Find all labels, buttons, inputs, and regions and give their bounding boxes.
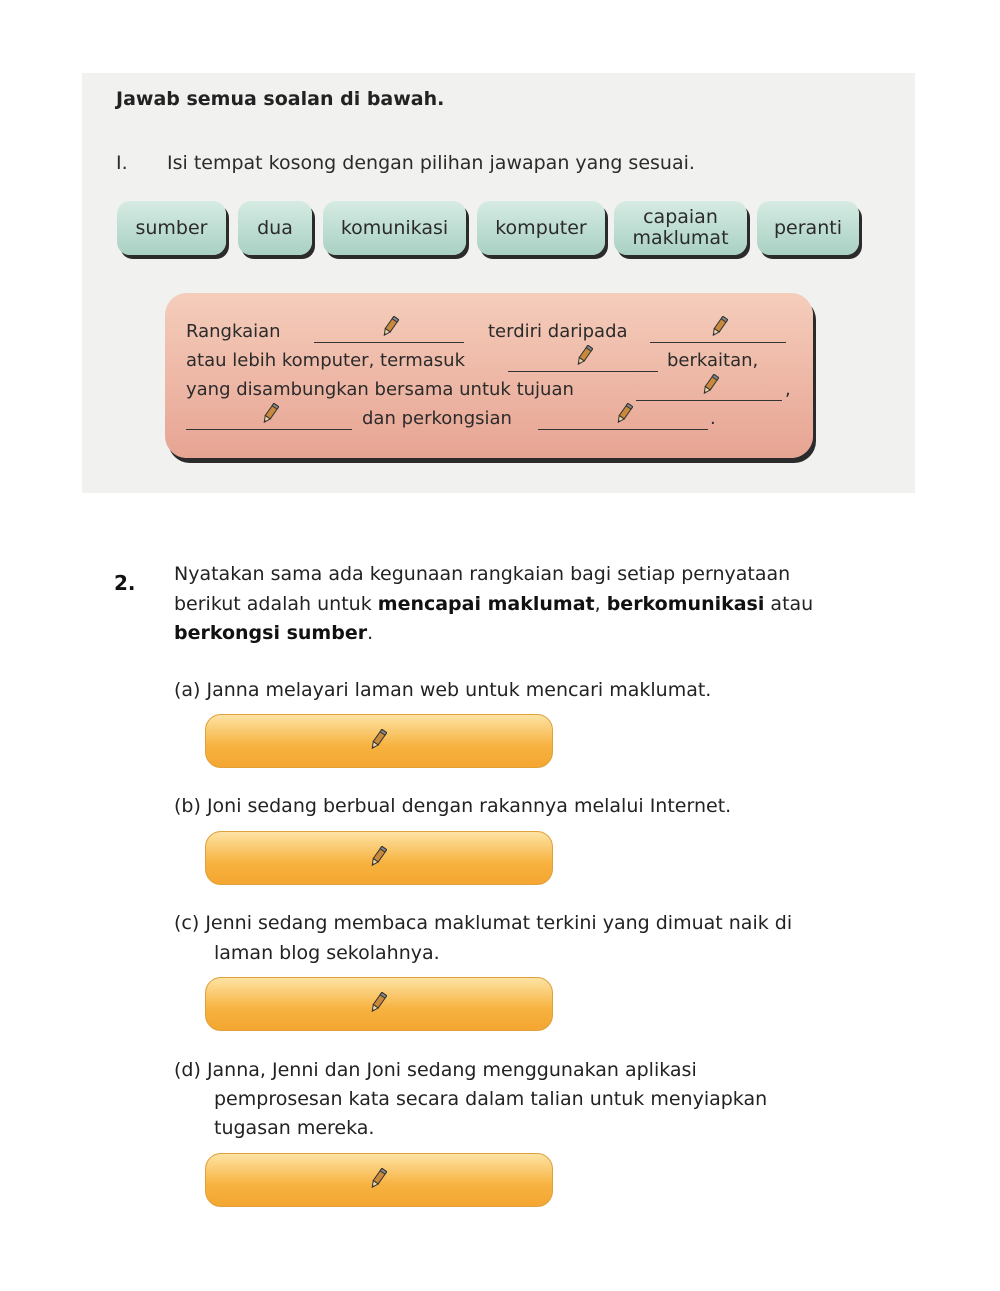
answer-field-d[interactable] [205, 1153, 553, 1207]
pencil-icon [369, 992, 387, 1014]
item-line: Janna melayari laman web untuk mencari maklumat. [206, 679, 712, 701]
passage-text: Rangkaian [186, 321, 281, 342]
choice-sumber[interactable] [117, 201, 226, 255]
question2-number: 2. [114, 571, 136, 595]
emphasis-text: mencapai maklumat [377, 593, 595, 615]
question2-text: atau [764, 593, 814, 615]
question1-number: I. [116, 152, 128, 174]
choice-capaian-maklumat[interactable] [614, 201, 747, 255]
item-line: Joni sedang berbual dengan rakannya melalui Internet. [206, 795, 732, 817]
blank-3[interactable] [508, 351, 658, 372]
pencil-icon [369, 1168, 387, 1190]
instruction-heading: Jawab semua soalan di bawah. [116, 88, 445, 110]
item-d-text [174, 1059, 697, 1081]
passage-text: . [710, 408, 716, 429]
passage-text: berkaitan, [667, 350, 759, 371]
question2-text: , [594, 593, 607, 615]
item-label: (a) [174, 679, 201, 701]
item-a-text [174, 679, 711, 701]
choice-label: sumber [135, 216, 208, 239]
passage-text: terdiri daripada [488, 321, 628, 342]
pencil-icon [369, 846, 387, 868]
pencil-icon [615, 403, 633, 425]
answer-field-a[interactable] [205, 714, 553, 768]
passage-text: dan perkongsian [362, 408, 512, 429]
choice-komunikasi[interactable] [323, 201, 466, 255]
blank-5[interactable] [186, 409, 352, 430]
emphasis-text: berkomunikasi [606, 593, 765, 615]
item-label: (d) [174, 1059, 201, 1081]
choice-label: komputer [495, 216, 587, 239]
question2-text: . [367, 622, 374, 644]
pencil-icon [575, 345, 593, 367]
question2-line [174, 593, 813, 615]
question2-text: berikut adalah untuk [174, 593, 378, 615]
item-line: Janna, Jenni dan Joni sedang menggunakan aplikasi [206, 1059, 697, 1081]
item-c-text [174, 912, 792, 934]
choice-label: peranti [774, 216, 842, 239]
pencil-icon [381, 316, 399, 338]
choice-label: capaian [643, 206, 718, 228]
blank-1[interactable] [314, 322, 464, 343]
item-d-text-cont: pemprosesan kata secara dalam talian untuk menyiapkan [214, 1088, 768, 1110]
blank-2[interactable] [650, 322, 786, 343]
passage-text: , [785, 379, 791, 400]
choice-label: maklumat [632, 227, 729, 249]
pencil-icon [701, 374, 719, 396]
pencil-icon [710, 316, 728, 338]
choice-dua[interactable] [238, 201, 312, 255]
answer-field-c[interactable] [205, 977, 553, 1031]
answer-field-b[interactable] [205, 831, 553, 885]
blank-4[interactable] [636, 380, 782, 401]
item-d-text-cont: tugasan mereka. [214, 1117, 375, 1139]
item-label: (b) [174, 795, 201, 817]
blank-6[interactable] [538, 409, 708, 430]
choice-label: komunikasi [340, 216, 449, 239]
choice-komputer[interactable] [477, 201, 605, 255]
choice-peranti[interactable] [757, 201, 859, 255]
question2-line [174, 622, 373, 644]
choice-label: dua [257, 216, 293, 239]
question1-text: Isi tempat kosong dengan pilihan jawapan yang sesuai. [167, 152, 695, 174]
item-label: (c) [174, 912, 200, 934]
emphasis-text: berkongsi sumber [174, 622, 368, 644]
item-line: Jenni sedang membaca maklumat terkini yang dimuat naik di [205, 912, 793, 934]
passage-text: atau lebih komputer, termasuk [186, 350, 466, 371]
item-c-text-cont: laman blog sekolahnya. [214, 942, 440, 964]
question2-line: Nyatakan sama ada kegunaan rangkaian bagi setiap pernyataan [174, 563, 791, 585]
pencil-icon [261, 403, 279, 425]
item-b-text [174, 795, 731, 817]
passage-text: yang disambungkan bersama untuk tujuan [186, 379, 574, 400]
pencil-icon [369, 729, 387, 751]
